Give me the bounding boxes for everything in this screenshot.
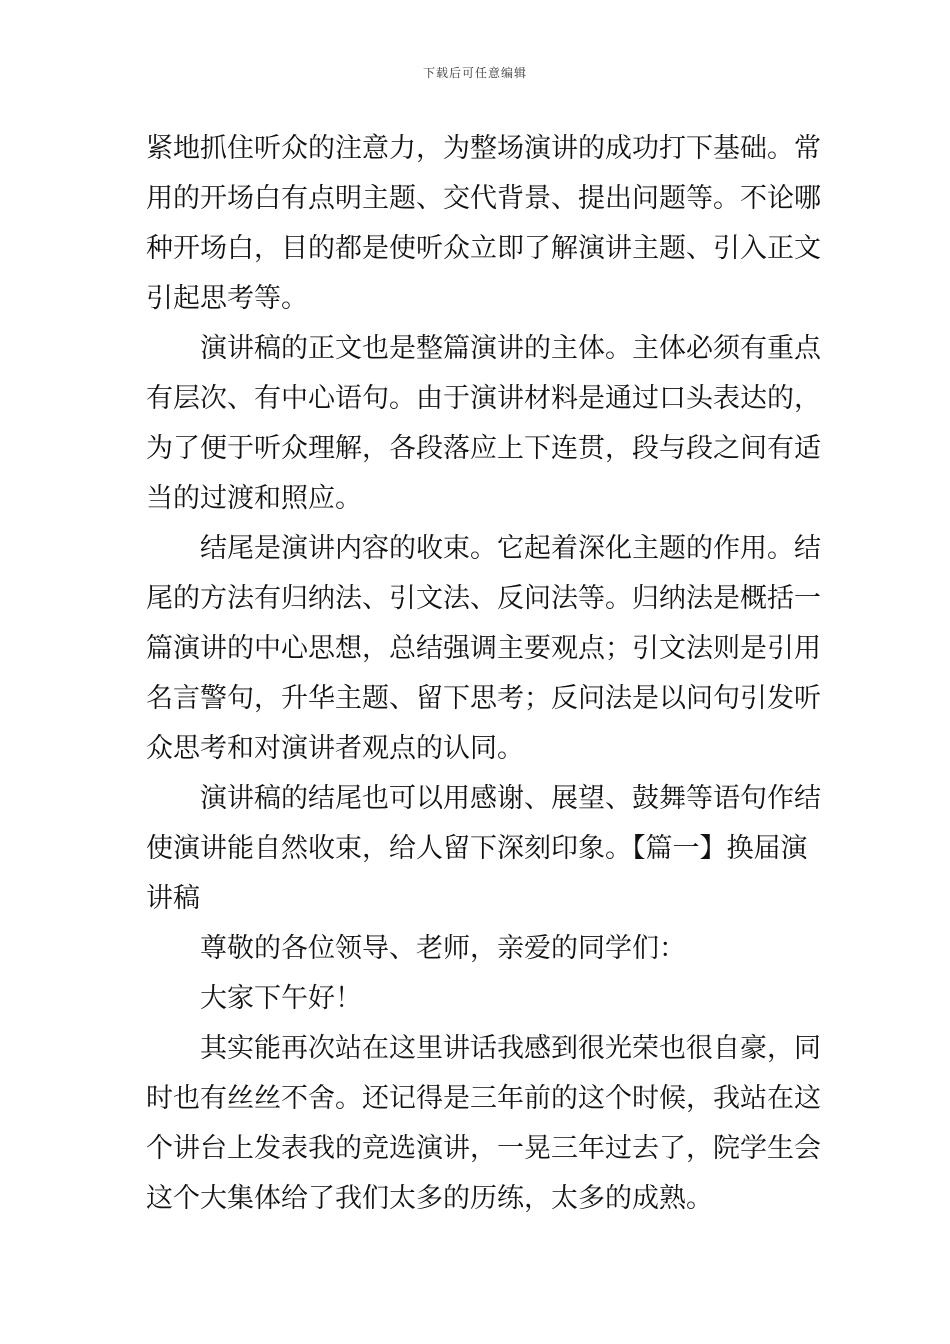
text-line: 结尾是演讲内容的收束。它起着深化主题的作用。结: [200, 533, 821, 564]
text-line: 其实能再次站在这里讲话我感到很光荣也很自豪，同: [200, 1033, 821, 1064]
text-line: 演讲稿的结尾也可以用感谢、展望、鼓舞等语句作结: [200, 783, 821, 814]
text-line: 这个大集体给了我们太多的历练，太多的成熟。: [146, 1183, 713, 1214]
text-line: 有层次、有中心语句。由于演讲材料是通过口头表达的，: [146, 383, 821, 414]
text-line: 引起思考等。: [146, 283, 308, 314]
text-line: 当的过渡和照应。: [146, 483, 362, 514]
text-line: 篇演讲的中心思想，总结强调主要观点；引文法则是引用: [146, 633, 821, 664]
text-line: 讲稿: [146, 883, 200, 914]
text-line: 时也有丝丝不舍。还记得是三年前的这个时候，我站在这: [146, 1083, 821, 1114]
text-line: 名言警句，升华主题、留下思考；反问法是以问句引发听: [146, 683, 821, 714]
text-line: 大家下午好！: [200, 983, 362, 1014]
text-line: 紧地抓住听众的注意力，为整场演讲的成功打下基础。常: [146, 133, 821, 164]
paragraph-greeting: [146, 974, 808, 1024]
text-line: 为了便于听众理解，各段落应上下连贯，段与段之间有适: [146, 433, 821, 464]
text-line: 用的开场白有点明主题、交代背景、提出问题等。不论哪: [146, 183, 821, 214]
paragraph: [146, 524, 821, 774]
text-line: 使演讲能自然收束，给人留下深刻印象。【篇一】换届演: [146, 833, 808, 864]
text-line: 尾的方法有归纳法、引文法、反问法等。归纳法是概括一: [146, 583, 821, 614]
text-line: 个讲台上发表我的竞选演讲，一晃三年过去了，院学生会: [146, 1133, 821, 1164]
text-line: 种开场白，目的都是使听众立即了解演讲主题、引入正文: [146, 233, 821, 264]
paragraph: [146, 1024, 821, 1224]
paragraph-salutation: [146, 924, 808, 974]
text-line: 众思考和对演讲者观点的认同。: [146, 733, 524, 764]
text-line: 演讲稿的正文也是整篇演讲的主体。主体必须有重点: [200, 333, 821, 364]
paragraph: [146, 124, 821, 324]
paragraph: [146, 324, 821, 524]
text-line: 尊敬的各位领导、老师，亲爱的同学们：: [200, 933, 686, 964]
document-body: [146, 124, 821, 1224]
page-header-note: 下载后可任意编辑: [422, 66, 527, 80]
paragraph: [146, 774, 821, 924]
